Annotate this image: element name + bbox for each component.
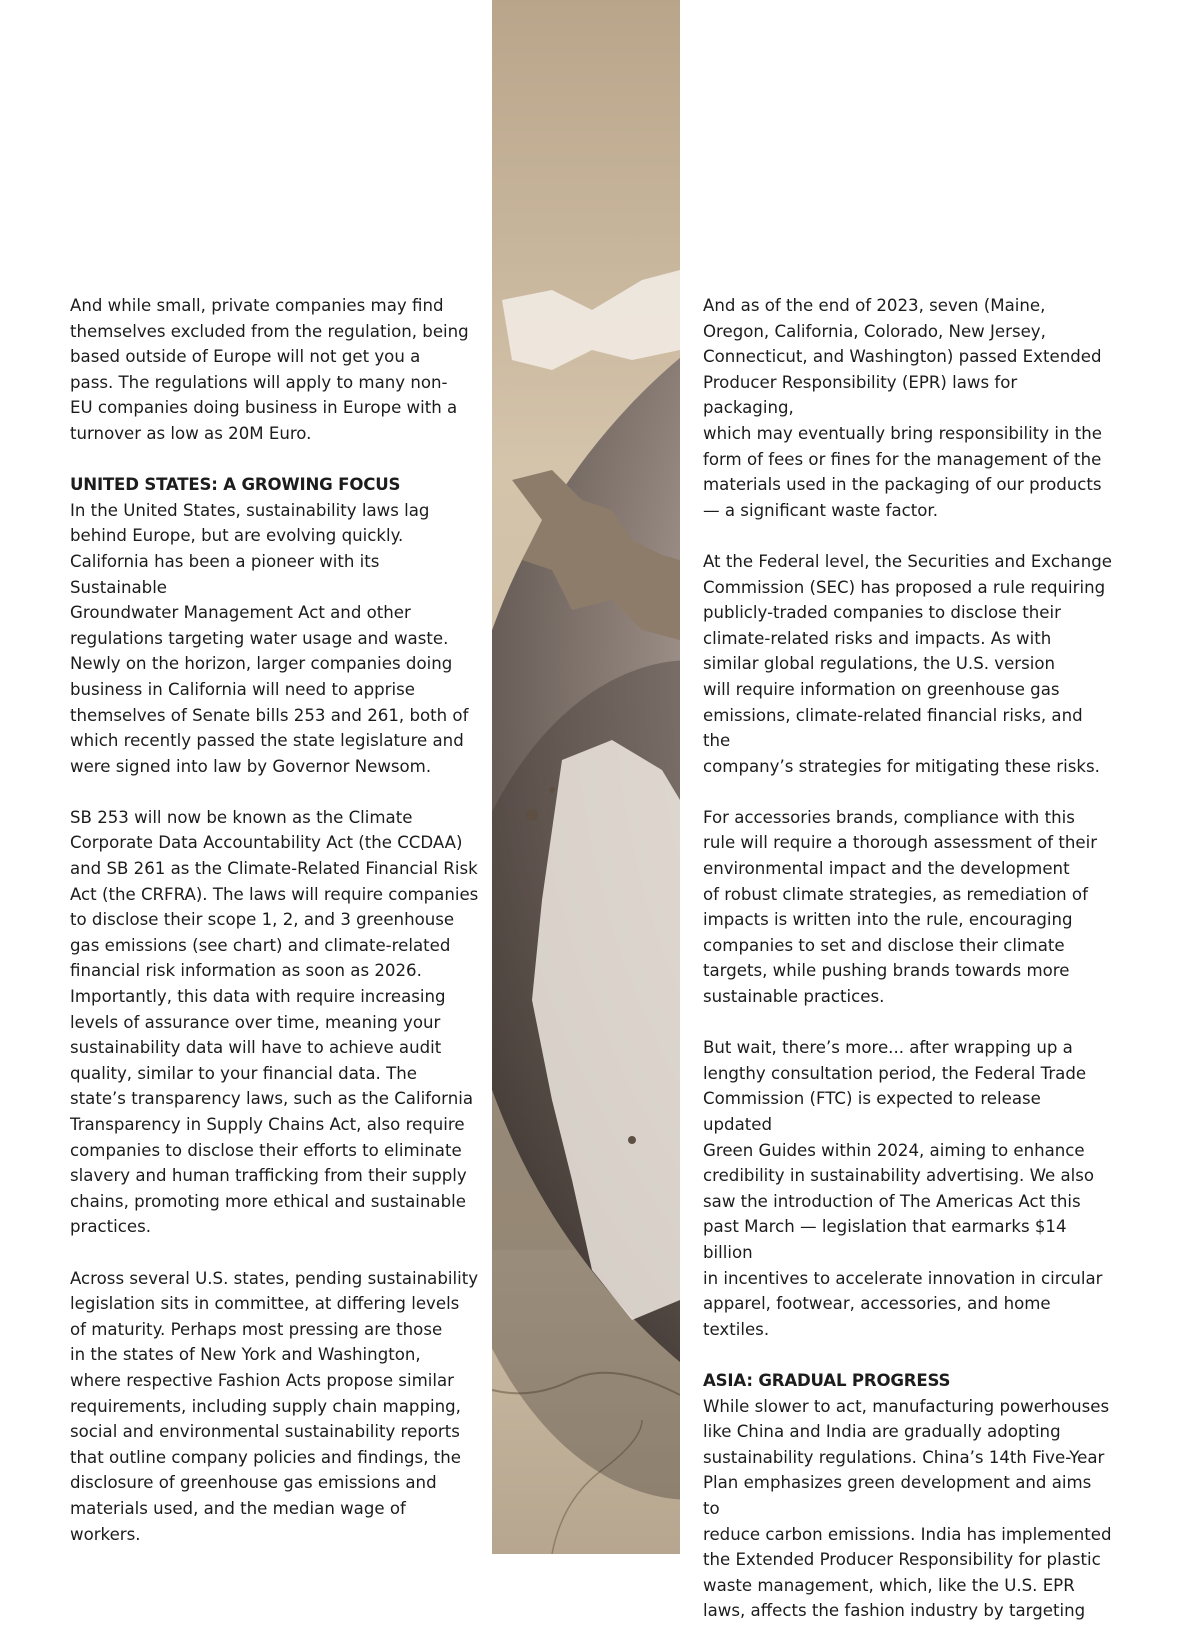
asia-section-heading: ASIA: GRADUAL PROGRESS <box>703 1370 951 1390</box>
eu-closing-paragraph: And while small, private companies may find themselves excluded from the regulation, being based outside of Europe will not get you a pass. The regulations will apply to many non- EU companies doing business in Europe with a turnover as low as 20M Euro. <box>70 296 469 443</box>
island-dot-2 <box>549 787 555 793</box>
sec-paragraph: At the Federal level, the Securities and Exchange Commission (SEC) has proposed a rule requiring publicly-traded companies to disclose their climate-related risks and impacts. As with similar global regulations, the U.S. version will require information on greenhouse gas emissions, climate-related financial risks, and the company’s strategies for mitigating these risks. <box>703 551 1112 776</box>
asia-paragraph: While slower to act, manufacturing powerhouses like China and India are gradually adopting sustainability regulations. China’s 14th Five-Year Plan emphasizes green development and aims to reduce carbon emissions. India has implemented the Extended Producer Responsibility for plastic waste management, which, like the U.S. EPR laws, affects the fashion industry by targeting <box>703 1396 1112 1621</box>
right-column <box>703 293 1113 1649</box>
accessories-paragraph: For accessories brands, compliance with this rule will require a thorough assessment of their environmental impact and the development of robust climate strategies, as remediation of impacts is written into the rule, encouraging companies to set and disclose their climate targets, while pushing brands towards more sustainable practices. <box>703 807 1098 1007</box>
left-column <box>70 293 480 1573</box>
us-paragraph-pending: Across several U.S. states, pending sustainability legislation sits in committee, at differing levels of maturity. Perhaps most pressing are those in the states of New York and Washington, where respective Fashion Acts propose similar requirements, including supply chain mapping, social and environmental sustainability reports that outline company policies and findings, the disclosure of greenhouse gas emissions and materials used, and the median wage of workers. <box>70 1268 479 1544</box>
us-paragraph-laws: In the United States, sustainability laws lag behind Europe, but are evolving quickly. California has been a pioneer with its Sustainable Groundwater Management Act and other regulations targeting water usage and waste. Newly on the horizon, larger companies doing business in California will need to apprise themselves of Senate bills 253 and 261, both of which recently passed the state legislature and were signed into law by Governor Newsom. <box>70 500 469 776</box>
island-dot <box>526 809 538 821</box>
globe-photo <box>492 0 680 1554</box>
globe-photo-icon <box>492 0 680 1554</box>
us-paragraph-sb253: SB 253 will now be known as the Climate Corporate Data Accountability Act (the CCDAA) and SB 261 as the Climate-Related Financial Risk Act (the CRFRA). The laws will require companies to disclose their scope 1, 2, and 3 greenhouse gas emissions (see chart) and climate-related financial risk information as soon as 2026. Importantly, this data with require increasing levels of assurance over time, meaning your sustainability data will have to achieve audit quality, similar to your financial data. The state’s transparency laws, such as the California Transparency in Supply Chains Act, also require companies to disclose their efforts to eliminate slavery and human trafficking from their supply chains, promoting more ethical and sustainable practices. <box>70 807 479 1237</box>
us-section-heading: UNITED STATES: A GROWING FOCUS <box>70 475 401 495</box>
ftc-paragraph: But wait, there’s more... after wrapping up a lengthy consultation period, the Federal Trade Commission (FTC) is expected to release updated Green Guides within 2024, aiming to enhance credibility in sustainability advertising. We also saw the introduction of The Americas Act this past March — legislation that earmarks $14 billion in incentives to accelerate innovation in circular apparel, footwear, accessories, and home textiles. <box>703 1038 1103 1339</box>
epr-paragraph: And as of the end of 2023, seven (Maine, Oregon, California, Colorado, New Jersey, Connecticut, and Washington) passed Extended Producer Responsibility (EPR) laws for packaging, which may eventually bring responsibility in the form of fees or fines for the management of the materials used in the packaging of our products — a significant waste factor. <box>703 296 1102 520</box>
island-dot-3 <box>628 1136 636 1144</box>
